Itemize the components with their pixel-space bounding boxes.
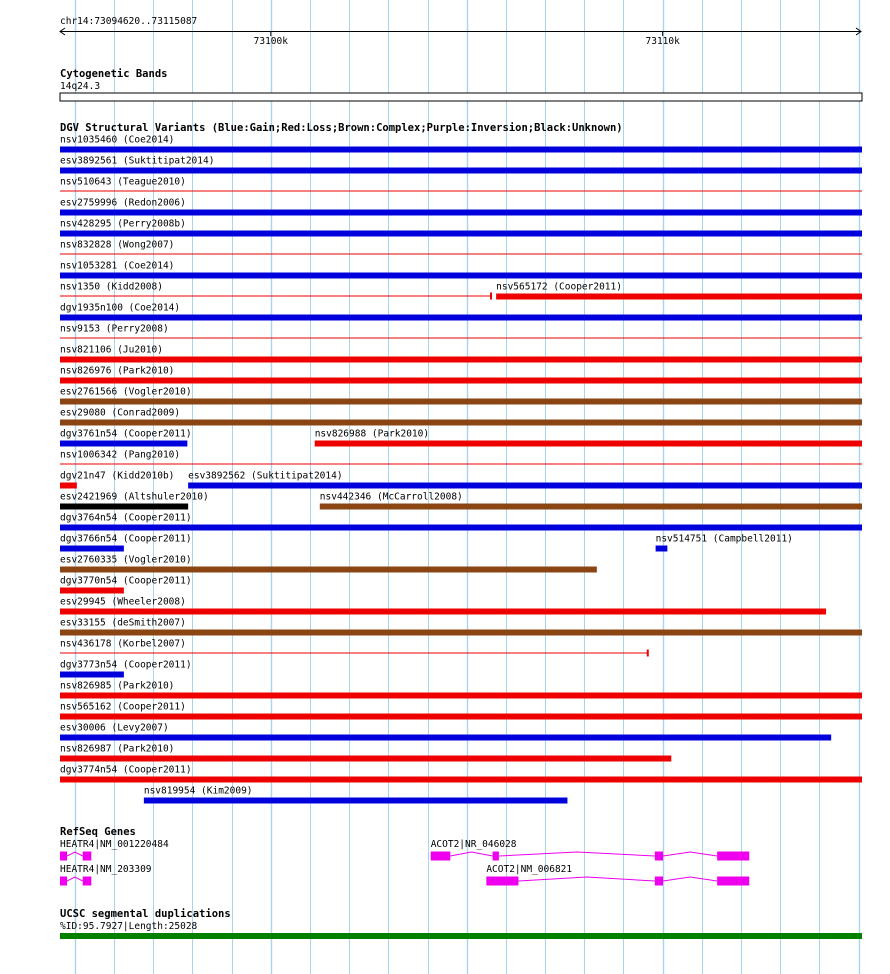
variant-bar — [656, 546, 668, 552]
variant-label: nsv565172 (Cooper2011) — [496, 281, 622, 293]
variant-label: dgv21n47 (Kidd2010b) — [60, 470, 175, 482]
variant-label: esv3892562 (Suktitipat2014) — [188, 470, 343, 482]
variant-label: nsv1006342 (Pang2010) — [60, 449, 181, 461]
variant-label: nsv826985 (Park2010) — [60, 680, 175, 692]
gene-exon — [83, 877, 92, 886]
variant-bar — [60, 714, 862, 720]
variant-label: nsv9153 (Perry2008) — [60, 323, 169, 335]
gene-intron — [663, 852, 717, 856]
variant-label: nsv514751 (Campbell2011) — [655, 533, 793, 545]
ruler-track — [60, 16, 861, 47]
gene-exon — [83, 852, 92, 861]
variant-label: dgv3774n54 (Cooper2011) — [60, 764, 192, 776]
variant-bar — [315, 441, 862, 447]
variant-label: esv30006 (Levy2007) — [60, 722, 169, 734]
variant-bar — [188, 483, 862, 489]
dgv-track-title: DGV Structural Variants (Blue:Gain;Red:Loss;Brown:Complex;Purple:Inversion;Black:Unknown) — [60, 122, 623, 134]
variant-bar — [60, 546, 124, 552]
variant-label: dgv3761n54 (Cooper2011) — [60, 428, 192, 440]
variant-bar — [60, 191, 862, 192]
gene-exon — [493, 852, 499, 861]
gene-exon — [60, 852, 67, 861]
variant-label: nsv1053281 (Coe2014) — [60, 260, 175, 272]
cytoband-label: 14q24.3 — [60, 81, 101, 92]
variant-label: dgv3766n54 (Cooper2011) — [60, 533, 192, 545]
variant-label: nsv826976 (Park2010) — [60, 365, 175, 377]
variant-label: esv2759996 (Redon2006) — [60, 197, 186, 209]
variant-bar — [60, 525, 862, 531]
gene-label: ACOT2|NR_046028 — [430, 839, 517, 850]
variant-bar — [320, 504, 862, 510]
variant-bar — [60, 735, 831, 741]
gene-exon — [655, 852, 663, 861]
variant-label: nsv436178 (Korbel2007) — [60, 638, 186, 650]
segdup-track-title: UCSC segmental duplications — [60, 908, 231, 920]
variant-bar — [60, 338, 862, 339]
gene-label: HEATR4|NM_001220484 — [60, 839, 169, 850]
variant-endcap — [490, 293, 492, 300]
variant-label: esv33155 (deSmith2007) — [60, 617, 186, 629]
variant-bar — [60, 756, 671, 762]
variant-label: nsv826987 (Park2010) — [60, 743, 175, 755]
refseq-track — [60, 826, 749, 886]
variant-label: nsv832828 (Wong2007) — [60, 239, 175, 251]
variant-bar — [496, 294, 862, 300]
segdup-bar — [60, 933, 862, 939]
cytoband-bar[interactable] — [60, 93, 862, 101]
variant-bar — [60, 504, 188, 510]
gene-exon — [717, 852, 749, 861]
variant-label: esv29945 (Wheeler2008) — [60, 596, 186, 608]
variant-bar — [60, 399, 862, 405]
gene-intron — [450, 852, 492, 856]
variant-bar — [60, 653, 648, 654]
variant-label: esv3892561 (Suktitipat2014) — [60, 155, 215, 167]
gene-intron — [518, 877, 654, 881]
variant-bar — [60, 357, 862, 363]
variant-label: dgv3770n54 (Cooper2011) — [60, 575, 192, 587]
variant-label: dgv1935n100 (Coe2014) — [60, 302, 181, 314]
cytoband-track-title: Cytogenetic Bands — [60, 68, 168, 80]
variant-label: esv2761566 (Vogler2010) — [60, 386, 192, 398]
ruler-tick-label: 73110k — [645, 36, 680, 47]
variant-bar — [60, 168, 862, 174]
gene-intron — [663, 877, 717, 881]
variant-bar — [60, 378, 862, 384]
region-label: chr14:73094620..73115087 — [60, 16, 198, 27]
variant-label: dgv3773n54 (Cooper2011) — [60, 659, 192, 671]
variant-label: esv2421969 (Altshuler2010) — [60, 491, 209, 503]
gene-exon — [431, 852, 451, 861]
variant-label: nsv510643 (Teague2010) — [60, 176, 186, 188]
variant-bar — [60, 210, 862, 216]
variant-label: nsv1035460 (Coe2014) — [60, 134, 175, 146]
variant-bar — [60, 693, 862, 699]
variant-endcap — [647, 650, 649, 657]
gene-exon — [655, 877, 663, 886]
variant-label: nsv826988 (Park2010) — [314, 428, 430, 440]
refseq-features — [60, 839, 749, 886]
variant-bar — [60, 777, 862, 783]
variant-label: nsv565162 (Cooper2011) — [60, 701, 186, 713]
gene-intron — [499, 852, 655, 856]
variant-bar — [60, 231, 862, 237]
variant-label: nsv442346 (McCarroll2008) — [319, 491, 463, 503]
variant-label: dgv3764n54 (Cooper2011) — [60, 512, 192, 524]
gene-exon — [486, 877, 518, 886]
variant-label: nsv1350 (Kidd2008) — [60, 281, 163, 293]
variant-bar — [60, 567, 597, 573]
variant-bar — [60, 609, 826, 615]
variant-bar — [60, 273, 862, 279]
variant-label: nsv819954 (Kim2009) — [143, 785, 253, 797]
gene-label: HEATR4|NM_203309 — [60, 864, 152, 875]
gene-exon — [60, 877, 67, 886]
variant-bar — [60, 588, 124, 594]
variant-bar — [60, 147, 862, 153]
refseq-track-title: RefSeq Genes — [60, 826, 136, 838]
variant-bar — [60, 441, 187, 447]
variant-bar — [60, 420, 862, 426]
variant-label: nsv428295 (Perry2008b) — [60, 218, 186, 230]
variant-label: nsv821106 (Ju2010) — [60, 344, 163, 356]
variant-bar — [60, 672, 124, 678]
gene-exon — [717, 877, 749, 886]
variant-bar — [144, 798, 568, 804]
variant-bar — [60, 483, 77, 489]
gene-label: ACOT2|NM_006821 — [486, 864, 573, 875]
variant-bar — [60, 296, 491, 297]
variant-bar — [60, 315, 862, 321]
variant-label: esv29080 (Conrad2009) — [60, 407, 181, 419]
variant-bar — [60, 254, 862, 255]
ruler-tick-label: 73100k — [253, 36, 288, 47]
segdup-label: %ID:95.7927|Length:25028 — [60, 921, 198, 932]
variant-bar — [60, 630, 862, 636]
variant-label: esv2760335 (Vogler2010) — [60, 554, 192, 566]
variant-bar — [60, 464, 862, 465]
